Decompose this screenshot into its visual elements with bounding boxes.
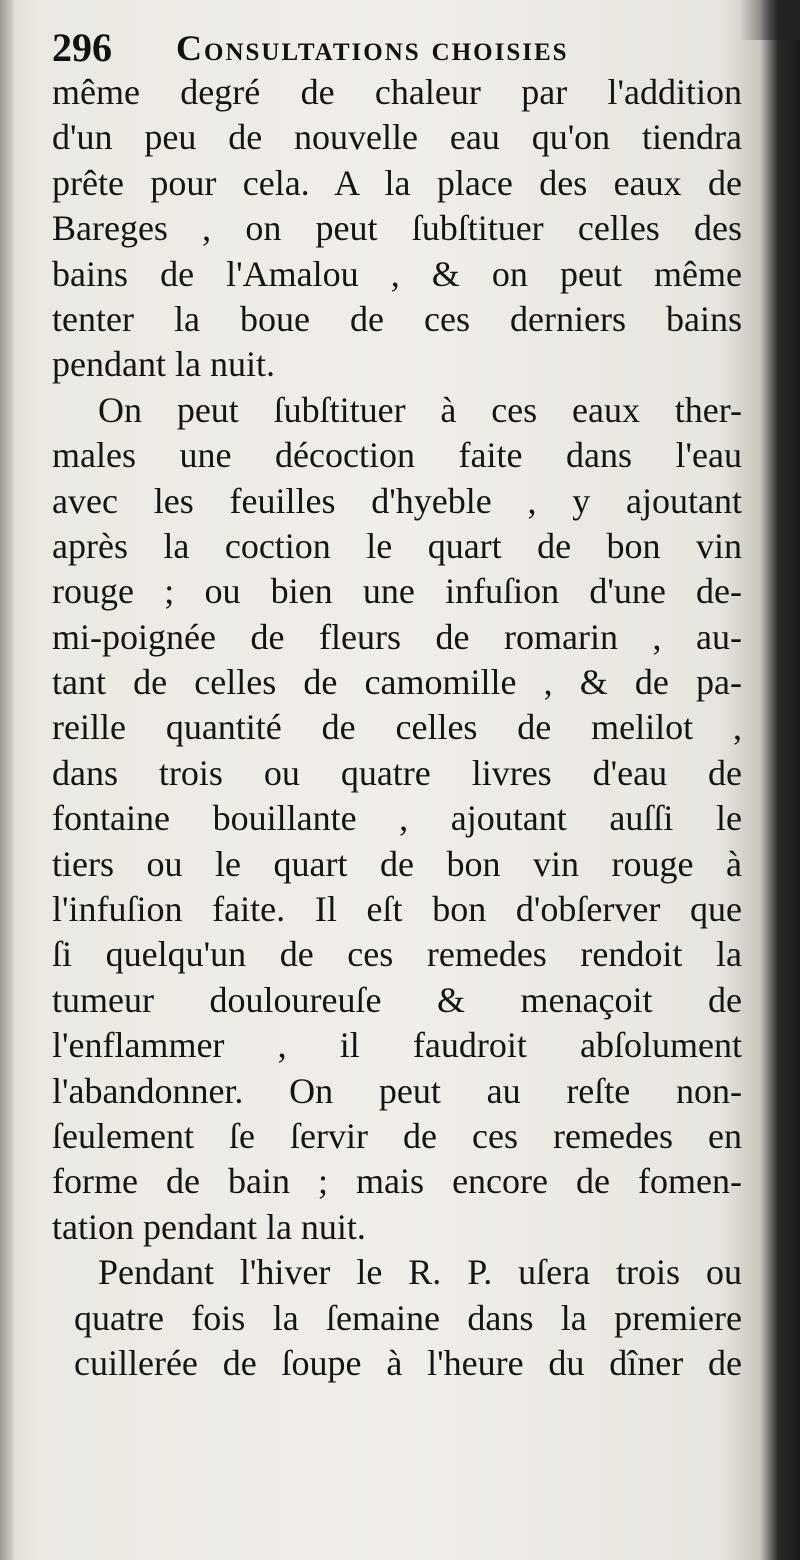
text-line: tumeur douloureuſe & menaçoit de — [52, 979, 742, 1020]
page-header — [52, 22, 692, 74]
text-line: ſi quelqu'un de ces remedes rendoit la — [52, 934, 742, 975]
text-line: tiers ou le quart de bon vin rouge à — [52, 843, 742, 884]
text-line: quatre fois la ſemaine dans la premiere — [74, 1297, 742, 1338]
body-text — [52, 70, 742, 1386]
text-line: pendant la nuit. — [52, 344, 275, 385]
paragraph-first-line: On peut ſubſtituer à ces eaux ther- — [98, 389, 742, 430]
text-line: males une décoction faite dans l'eau — [52, 435, 742, 476]
page-edge-shadow — [740, 0, 800, 40]
text-line: reille quantité de celles de melilot , — [52, 707, 742, 748]
text-line: forme de bain ; mais encore de fomen- — [52, 1161, 742, 1202]
text-line: mi-poignée de fleurs de romarin , au- — [52, 616, 742, 657]
text-line: rouge ; ou bien une infuſion d'une de- — [52, 571, 742, 612]
gutter-shadow — [0, 0, 14, 1560]
text-line: prête pour cela. A la place des eaux de — [52, 162, 742, 203]
text-line: l'enflammer , il faudroit abſolument — [52, 1025, 742, 1066]
page-number: 296 — [52, 25, 112, 70]
running-head: Consultations choisies — [176, 28, 569, 68]
text-line: l'abandonner. On peut au reſte non- — [52, 1070, 742, 1111]
text-line: tenter la boue de ces derniers bains — [52, 298, 742, 339]
text-line: tant de celles de camomille , & de pa- — [52, 662, 742, 703]
paragraph-first-line: Pendant l'hiver le R. P. uſera trois ou — [98, 1252, 742, 1293]
text-line: Bareges , on peut ſubſtituer celles des — [52, 208, 742, 249]
text-line: même degré de chaleur par l'addition — [52, 72, 742, 112]
text-line: fontaine bouillante , ajoutant auſſi le — [52, 798, 742, 839]
text-line: l'infuſion faite. Il eſt bon d'obſerver que — [52, 889, 742, 930]
text-line: bains de l'Amalou , & on peut même — [52, 253, 742, 294]
text-line: tation pendant la nuit. — [52, 1206, 366, 1247]
text-line: ſeulement ſe ſervir de ces remedes en — [52, 1115, 742, 1156]
text-line: avec les feuilles d'hyeble , y ajoutant — [52, 480, 742, 521]
text-line: dans trois ou quatre livres d'eau de — [52, 752, 742, 793]
text-line: d'un peu de nouvelle eau qu'on tiendra — [52, 117, 742, 158]
text-line: cuillerée de ſoupe à l'heure du dîner de — [74, 1342, 742, 1383]
text-line: après la coction le quart de bon vin — [52, 525, 742, 566]
